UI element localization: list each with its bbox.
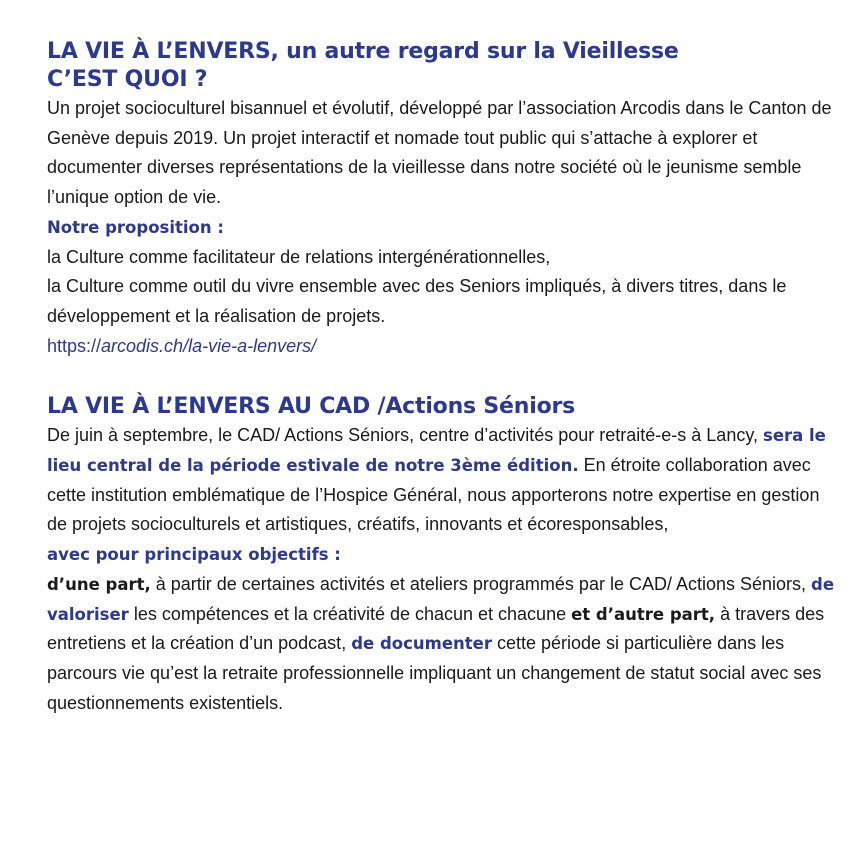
section1-title-line1: LA VIE À L’ENVERS, un autre regard sur la Vieillesse — [47, 39, 679, 64]
section2-paragraph — [47, 421, 837, 540]
section1-intro: Un projet socioculturel bisannuel et évolutif, développé par l’association Arcodis dans le Canton de Genève depuis 2019. Un projet interactif et nomade tout public qui s’attache à explorer et documenter diverses représentations de la vieillesse dans notre société où le jeunisme semble l’unique option de vie. — [47, 98, 832, 208]
p1-text-a: De juin à septembre, le CAD/ Actions Séniors, centre d’activités pour retraité-e-s à Lancy, — [47, 425, 763, 446]
obj-bold-2: et d’autre part, — [571, 604, 716, 624]
link-path: arcodis.ch/la-vie-a-lenvers/ — [101, 335, 317, 356]
section1-title-line2: C’EST QUOI ? — [47, 67, 208, 92]
proposition-text — [47, 243, 837, 332]
proposition-line1: la Culture comme facilitateur de relations intergénérationnelles, — [47, 246, 551, 267]
arcodis-link-row — [47, 332, 837, 362]
section-cad — [47, 393, 837, 718]
proposition-line2: la Culture comme outil du vivre ensemble avec des Seniors impliqués, à divers titres, dans le développement et la réalisation de projets. — [47, 276, 787, 326]
section-what-is-it — [47, 38, 837, 361]
p1-highlight: sera le lieu central de la période estivale de notre 3ème édition. — [47, 426, 826, 476]
section2-title: LA VIE À L’ENVERS AU CAD /Actions Séniors — [47, 394, 576, 420]
proposition-label: Notre proposition : — [47, 217, 224, 237]
document-page — [47, 38, 837, 718]
link-prefix: https:// — [47, 335, 102, 356]
obj-text-3: à travers des entretiens et la création d’un podcast, — [47, 603, 825, 654]
objectives-paragraph — [47, 570, 837, 719]
section1-title — [47, 38, 837, 94]
obj-highlight-1: de valoriser — [47, 574, 835, 624]
objectives-label: avec pour principaux objectifs : — [47, 545, 341, 565]
obj-bold-1: d’une part, — [47, 574, 151, 594]
obj-text-2: les compétences et la créativité de chacun et chacune — [128, 603, 572, 624]
obj-text-1: à partir de certaines activités et ateliers programmés par le CAD/ Actions Séniors, — [150, 573, 812, 594]
obj-text-4: cette période si particulière dans les parcours vie qu’est la retraite professionnelle impliquant un changement de statut social avec ses questionnements existentiels. — [47, 633, 822, 713]
obj-highlight-2: de documenter — [351, 634, 492, 654]
p1-text-b: En étroite collaboration avec cette institution emblématique de l’Hospice Général, nous apporterons notre expertise en gestion de projets socioculturels et artistiques, créatifs, innovants et écoresponsables, — [47, 455, 820, 535]
arcodis-link[interactable] — [47, 336, 316, 356]
section-spacer — [47, 361, 837, 390]
